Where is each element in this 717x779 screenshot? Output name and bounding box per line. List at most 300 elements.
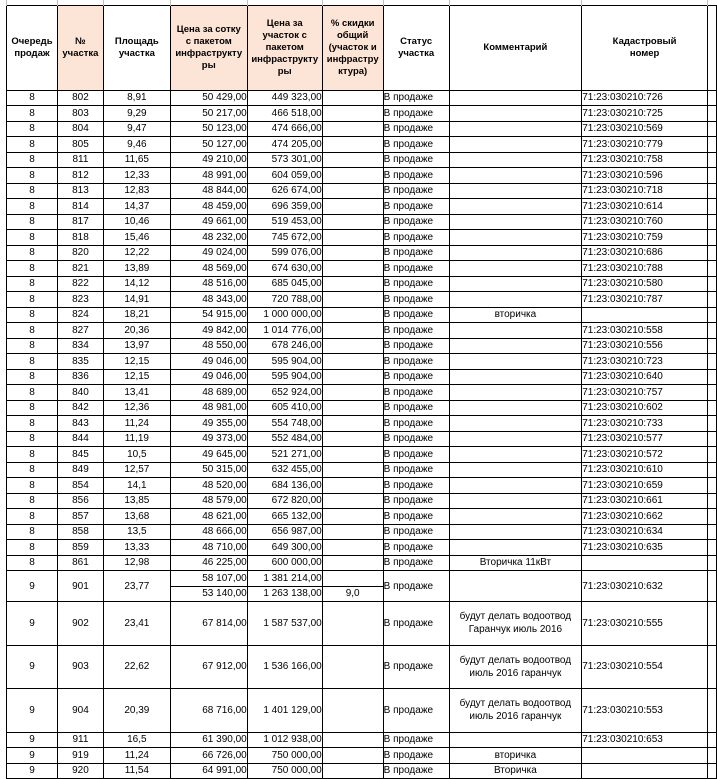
- cell-plot-number[interactable]: 842: [57, 400, 103, 416]
- cell-status[interactable]: В продаже: [383, 106, 449, 122]
- cell-plot-number[interactable]: 849: [57, 462, 103, 478]
- cell-area[interactable]: 18,21: [103, 307, 170, 323]
- cell-queue[interactable]: 8: [7, 354, 58, 370]
- cell-discount[interactable]: [322, 307, 383, 323]
- cell-price-per-sotka[interactable]: 68 716,00: [170, 689, 247, 733]
- cell-cadastral[interactable]: 71:23:030210:787: [582, 292, 708, 308]
- cell-discount[interactable]: [322, 571, 383, 587]
- cell-plot-number[interactable]: 824: [57, 307, 103, 323]
- cell-cadastral[interactable]: 71:23:030210:634: [582, 524, 708, 540]
- cell-status[interactable]: В продаже: [383, 571, 449, 602]
- cell-comment[interactable]: [449, 106, 582, 122]
- cell-discount[interactable]: [322, 462, 383, 478]
- cell-discount[interactable]: [322, 90, 383, 106]
- cell-comment[interactable]: [449, 478, 582, 494]
- cell-cadastral[interactable]: 71:23:030210:726: [582, 90, 708, 106]
- cell-price-per-sotka[interactable]: 48 844,00: [170, 183, 247, 199]
- cell-status[interactable]: В продаже: [383, 323, 449, 339]
- cell-cadastral[interactable]: 71:23:030210:554: [582, 645, 708, 689]
- cell-comment[interactable]: будут делать водоотвод июль 2016 гаранчук: [449, 645, 582, 689]
- cell-queue[interactable]: 8: [7, 307, 58, 323]
- cell-price-per-sotka[interactable]: 49 661,00: [170, 214, 247, 230]
- cell-queue[interactable]: 8: [7, 152, 58, 168]
- cell-discount[interactable]: [322, 354, 383, 370]
- cell-plot-number[interactable]: 843: [57, 416, 103, 432]
- cell-comment[interactable]: [449, 183, 582, 199]
- cell-price-per-sotka[interactable]: 48 232,00: [170, 230, 247, 246]
- cell-plot-number[interactable]: 820: [57, 245, 103, 261]
- cell-comment[interactable]: будут делать водоотвод Гаранчук июль 2016: [449, 602, 582, 646]
- cell-plot-number[interactable]: 854: [57, 478, 103, 494]
- cell-comment[interactable]: [449, 462, 582, 478]
- cell-price-per-sotka[interactable]: 67 912,00: [170, 645, 247, 689]
- cell-status[interactable]: В продаже: [383, 431, 449, 447]
- cell-area[interactable]: 11,24: [103, 748, 170, 764]
- cell-plot-number[interactable]: 834: [57, 338, 103, 354]
- cell-plot-number[interactable]: 919: [57, 748, 103, 764]
- cell-price-per-plot[interactable]: 720 788,00: [247, 292, 322, 308]
- cell-discount[interactable]: [322, 261, 383, 277]
- cell-comment[interactable]: [449, 230, 582, 246]
- cell-queue[interactable]: 8: [7, 199, 58, 215]
- cell-price-per-plot[interactable]: 605 410,00: [247, 400, 322, 416]
- cell-cadastral[interactable]: 71:23:030210:569: [582, 121, 708, 137]
- cell-status[interactable]: В продаже: [383, 732, 449, 748]
- cell-queue[interactable]: 9: [7, 732, 58, 748]
- cell-cadastral[interactable]: 71:23:030210:662: [582, 509, 708, 525]
- cell-price-per-plot[interactable]: 750 000,00: [247, 748, 322, 764]
- cell-discount[interactable]: [322, 369, 383, 385]
- cell-price-per-sotka[interactable]: 48 981,00: [170, 400, 247, 416]
- cell-discount[interactable]: [322, 245, 383, 261]
- cell-cadastral[interactable]: 71:23:030210:635: [582, 540, 708, 556]
- cell-comment[interactable]: [449, 416, 582, 432]
- cell-queue[interactable]: 8: [7, 540, 58, 556]
- cell-cadastral[interactable]: 71:23:030210:614: [582, 199, 708, 215]
- cell-area[interactable]: 11,24: [103, 416, 170, 432]
- cell-price-per-plot[interactable]: 599 076,00: [247, 245, 322, 261]
- cell-area[interactable]: 9,29: [103, 106, 170, 122]
- header-queue[interactable]: [7, 5, 58, 90]
- cell-status[interactable]: В продаже: [383, 354, 449, 370]
- cell-price-per-sotka[interactable]: 64 991,00: [170, 763, 247, 779]
- cell-status[interactable]: В продаже: [383, 292, 449, 308]
- header-area[interactable]: [103, 5, 170, 90]
- cell-queue[interactable]: 8: [7, 462, 58, 478]
- cell-comment[interactable]: [449, 493, 582, 509]
- cell-price-per-sotka[interactable]: 48 991,00: [170, 168, 247, 184]
- cell-queue[interactable]: 8: [7, 292, 58, 308]
- cell-queue[interactable]: 8: [7, 261, 58, 277]
- cell-comment[interactable]: [449, 524, 582, 540]
- header-plot[interactable]: [57, 5, 103, 90]
- cell-price-per-plot[interactable]: 519 453,00: [247, 214, 322, 230]
- cell-status[interactable]: В продаже: [383, 400, 449, 416]
- cell-status[interactable]: В продаже: [383, 137, 449, 153]
- cell-comment[interactable]: [449, 338, 582, 354]
- cell-cadastral[interactable]: 71:23:030210:779: [582, 137, 708, 153]
- cell-area[interactable]: 14,37: [103, 199, 170, 215]
- cell-queue[interactable]: 8: [7, 385, 58, 401]
- cell-area[interactable]: 12,98: [103, 555, 170, 571]
- cell-discount[interactable]: [322, 540, 383, 556]
- cell-cadastral[interactable]: 71:23:030210:558: [582, 323, 708, 339]
- cell-queue[interactable]: 8: [7, 90, 58, 106]
- cell-status[interactable]: В продаже: [383, 369, 449, 385]
- cell-cadastral[interactable]: 71:23:030210:556: [582, 338, 708, 354]
- cell-cadastral[interactable]: [582, 763, 708, 779]
- cell-price-per-sotka[interactable]: 49 210,00: [170, 152, 247, 168]
- cell-price-per-sotka[interactable]: 54 915,00: [170, 307, 247, 323]
- cell-comment[interactable]: Вторичка 11кВт: [449, 555, 582, 571]
- cell-cadastral[interactable]: 71:23:030210:659: [582, 478, 708, 494]
- cell-price-per-plot[interactable]: 474 666,00: [247, 121, 322, 137]
- cell-status[interactable]: В продаже: [383, 493, 449, 509]
- cell-price-per-plot[interactable]: 1 263 138,00: [247, 586, 322, 602]
- cell-comment[interactable]: [449, 152, 582, 168]
- cell-discount[interactable]: [322, 645, 383, 689]
- cell-price-per-plot[interactable]: 665 132,00: [247, 509, 322, 525]
- cell-status[interactable]: В продаже: [383, 121, 449, 137]
- cell-status[interactable]: В продаже: [383, 447, 449, 463]
- cell-area[interactable]: 20,39: [103, 689, 170, 733]
- header-discount[interactable]: [322, 5, 383, 90]
- cell-plot-number[interactable]: 813: [57, 183, 103, 199]
- cell-queue[interactable]: 9: [7, 763, 58, 779]
- cell-price-per-plot[interactable]: 552 484,00: [247, 431, 322, 447]
- cell-price-per-plot[interactable]: 449 323,00: [247, 90, 322, 106]
- cell-area[interactable]: 12,22: [103, 245, 170, 261]
- cell-discount[interactable]: [322, 493, 383, 509]
- cell-plot-number[interactable]: 901: [57, 571, 103, 602]
- cell-plot-number[interactable]: 823: [57, 292, 103, 308]
- cell-area[interactable]: 13,5: [103, 524, 170, 540]
- cell-price-per-plot[interactable]: 600 000,00: [247, 555, 322, 571]
- cell-plot-number[interactable]: 835: [57, 354, 103, 370]
- cell-comment[interactable]: [449, 571, 582, 602]
- cell-cadastral[interactable]: 71:23:030210:718: [582, 183, 708, 199]
- cell-area[interactable]: 8,91: [103, 90, 170, 106]
- cell-cadastral[interactable]: 71:23:030210:733: [582, 416, 708, 432]
- cell-queue[interactable]: 8: [7, 478, 58, 494]
- cell-price-per-plot[interactable]: 678 246,00: [247, 338, 322, 354]
- cell-price-per-plot[interactable]: 632 455,00: [247, 462, 322, 478]
- cell-discount[interactable]: 9,0: [322, 586, 383, 602]
- cell-plot-number[interactable]: 920: [57, 763, 103, 779]
- cell-cadastral[interactable]: 71:23:030210:723: [582, 354, 708, 370]
- cell-price-per-plot[interactable]: 474 205,00: [247, 137, 322, 153]
- cell-discount[interactable]: [322, 276, 383, 292]
- cell-plot-number[interactable]: 902: [57, 602, 103, 646]
- cell-plot-number[interactable]: 840: [57, 385, 103, 401]
- cell-price-per-plot[interactable]: 1 536 166,00: [247, 645, 322, 689]
- cell-area[interactable]: 12,15: [103, 369, 170, 385]
- cell-status[interactable]: В продаже: [383, 261, 449, 277]
- cell-price-per-plot[interactable]: 604 059,00: [247, 168, 322, 184]
- cell-discount[interactable]: [322, 137, 383, 153]
- cell-area[interactable]: 13,41: [103, 385, 170, 401]
- cell-status[interactable]: В продаже: [383, 168, 449, 184]
- cell-area[interactable]: 12,15: [103, 354, 170, 370]
- cell-plot-number[interactable]: 845: [57, 447, 103, 463]
- cell-status[interactable]: В продаже: [383, 230, 449, 246]
- cell-status[interactable]: В продаже: [383, 245, 449, 261]
- cell-cadastral[interactable]: 71:23:030210:758: [582, 152, 708, 168]
- cell-discount[interactable]: [322, 214, 383, 230]
- cell-price-per-sotka[interactable]: 48 520,00: [170, 478, 247, 494]
- cell-area[interactable]: 11,65: [103, 152, 170, 168]
- cell-discount[interactable]: [322, 168, 383, 184]
- cell-status[interactable]: В продаже: [383, 338, 449, 354]
- cell-price-per-plot[interactable]: 626 674,00: [247, 183, 322, 199]
- cell-comment[interactable]: [449, 431, 582, 447]
- cell-discount[interactable]: [322, 689, 383, 733]
- cell-plot-number[interactable]: 821: [57, 261, 103, 277]
- cell-price-per-plot[interactable]: 745 672,00: [247, 230, 322, 246]
- cell-comment[interactable]: [449, 400, 582, 416]
- cell-status[interactable]: В продаже: [383, 307, 449, 323]
- cell-plot-number[interactable]: 818: [57, 230, 103, 246]
- cell-price-per-plot[interactable]: 521 271,00: [247, 447, 322, 463]
- cell-discount[interactable]: [322, 748, 383, 764]
- cell-price-per-sotka[interactable]: 61 390,00: [170, 732, 247, 748]
- cell-discount[interactable]: [322, 416, 383, 432]
- cell-price-per-sotka[interactable]: 49 645,00: [170, 447, 247, 463]
- cell-queue[interactable]: 8: [7, 369, 58, 385]
- cell-price-per-sotka[interactable]: 49 355,00: [170, 416, 247, 432]
- cell-queue[interactable]: 8: [7, 183, 58, 199]
- cell-cadastral[interactable]: 71:23:030210:760: [582, 214, 708, 230]
- cell-price-per-sotka[interactable]: 50 315,00: [170, 462, 247, 478]
- cell-discount[interactable]: [322, 230, 383, 246]
- cell-status[interactable]: В продаже: [383, 152, 449, 168]
- cell-area[interactable]: 12,83: [103, 183, 170, 199]
- cell-plot-number[interactable]: 802: [57, 90, 103, 106]
- cell-price-per-sotka[interactable]: 58 107,00: [170, 571, 247, 587]
- cell-comment[interactable]: [449, 261, 582, 277]
- cell-discount[interactable]: [322, 292, 383, 308]
- cell-area[interactable]: 11,19: [103, 431, 170, 447]
- cell-status[interactable]: В продаже: [383, 478, 449, 494]
- cell-comment[interactable]: Вторичка: [449, 763, 582, 779]
- cell-area[interactable]: 15,46: [103, 230, 170, 246]
- cell-queue[interactable]: 9: [7, 571, 58, 602]
- cell-area[interactable]: 13,68: [103, 509, 170, 525]
- cell-cadastral[interactable]: [582, 748, 708, 764]
- cell-queue[interactable]: 8: [7, 276, 58, 292]
- cell-cadastral[interactable]: 71:23:030210:572: [582, 447, 708, 463]
- header-comment[interactable]: [449, 5, 582, 90]
- cell-cadastral[interactable]: 71:23:030210:757: [582, 385, 708, 401]
- cell-comment[interactable]: [449, 137, 582, 153]
- cell-comment[interactable]: [449, 540, 582, 556]
- cell-area[interactable]: 16,5: [103, 732, 170, 748]
- cell-queue[interactable]: 8: [7, 431, 58, 447]
- cell-price-per-sotka[interactable]: 48 579,00: [170, 493, 247, 509]
- cell-area[interactable]: 13,97: [103, 338, 170, 354]
- cell-status[interactable]: В продаже: [383, 462, 449, 478]
- cell-discount[interactable]: [322, 602, 383, 646]
- cell-plot-number[interactable]: 856: [57, 493, 103, 509]
- cell-cadastral[interactable]: 71:23:030210:602: [582, 400, 708, 416]
- cell-comment[interactable]: [449, 323, 582, 339]
- cell-status[interactable]: В продаже: [383, 689, 449, 733]
- cell-price-per-sotka[interactable]: 48 550,00: [170, 338, 247, 354]
- cell-price-per-plot[interactable]: 652 924,00: [247, 385, 322, 401]
- cell-price-per-sotka[interactable]: 66 726,00: [170, 748, 247, 764]
- cell-queue[interactable]: 8: [7, 447, 58, 463]
- cell-queue[interactable]: 8: [7, 555, 58, 571]
- cell-status[interactable]: В продаже: [383, 540, 449, 556]
- cell-price-per-sotka[interactable]: 49 024,00: [170, 245, 247, 261]
- cell-discount[interactable]: [322, 431, 383, 447]
- cell-price-per-sotka[interactable]: 48 343,00: [170, 292, 247, 308]
- cell-queue[interactable]: 9: [7, 602, 58, 646]
- cell-price-per-plot[interactable]: 1 587 537,00: [247, 602, 322, 646]
- cell-comment[interactable]: [449, 121, 582, 137]
- cell-price-per-plot[interactable]: 1 401 129,00: [247, 689, 322, 733]
- cell-status[interactable]: В продаже: [383, 214, 449, 230]
- cell-area[interactable]: 11,54: [103, 763, 170, 779]
- cell-comment[interactable]: [449, 214, 582, 230]
- cell-price-per-plot[interactable]: 684 136,00: [247, 478, 322, 494]
- cell-plot-number[interactable]: 861: [57, 555, 103, 571]
- cell-cadastral[interactable]: [582, 307, 708, 323]
- cell-status[interactable]: В продаже: [383, 645, 449, 689]
- cell-queue[interactable]: 8: [7, 121, 58, 137]
- cell-queue[interactable]: 8: [7, 493, 58, 509]
- cell-price-per-plot[interactable]: 1 012 938,00: [247, 732, 322, 748]
- cell-price-per-plot[interactable]: 1 000 000,00: [247, 307, 322, 323]
- cell-plot-number[interactable]: 805: [57, 137, 103, 153]
- cell-price-per-plot[interactable]: 656 987,00: [247, 524, 322, 540]
- cell-plot-number[interactable]: 822: [57, 276, 103, 292]
- cell-price-per-plot[interactable]: 554 748,00: [247, 416, 322, 432]
- cell-price-per-sotka[interactable]: 46 225,00: [170, 555, 247, 571]
- cell-plot-number[interactable]: 811: [57, 152, 103, 168]
- cell-queue[interactable]: 9: [7, 748, 58, 764]
- cell-area[interactable]: 13,89: [103, 261, 170, 277]
- cell-plot-number[interactable]: 857: [57, 509, 103, 525]
- header-status[interactable]: [383, 5, 449, 90]
- cell-queue[interactable]: 8: [7, 416, 58, 432]
- cell-price-per-sotka[interactable]: 49 046,00: [170, 369, 247, 385]
- cell-queue[interactable]: 9: [7, 645, 58, 689]
- cell-comment[interactable]: вторичка: [449, 307, 582, 323]
- cell-discount[interactable]: [322, 183, 383, 199]
- cell-plot-number[interactable]: 803: [57, 106, 103, 122]
- cell-price-per-sotka[interactable]: 48 666,00: [170, 524, 247, 540]
- cell-queue[interactable]: 8: [7, 323, 58, 339]
- cell-comment[interactable]: [449, 168, 582, 184]
- cell-comment[interactable]: [449, 732, 582, 748]
- cell-comment[interactable]: [449, 385, 582, 401]
- cell-status[interactable]: В продаже: [383, 385, 449, 401]
- cell-plot-number[interactable]: 814: [57, 199, 103, 215]
- cell-price-per-plot[interactable]: 1 381 214,00: [247, 571, 322, 587]
- cell-status[interactable]: В продаже: [383, 90, 449, 106]
- cell-plot-number[interactable]: 804: [57, 121, 103, 137]
- cell-area[interactable]: 14,91: [103, 292, 170, 308]
- cell-discount[interactable]: [322, 509, 383, 525]
- cell-comment[interactable]: [449, 447, 582, 463]
- cell-area[interactable]: 12,57: [103, 462, 170, 478]
- cell-status[interactable]: В продаже: [383, 416, 449, 432]
- cell-queue[interactable]: 8: [7, 400, 58, 416]
- cell-price-per-sotka[interactable]: 49 842,00: [170, 323, 247, 339]
- cell-discount[interactable]: [322, 732, 383, 748]
- cell-discount[interactable]: [322, 106, 383, 122]
- cell-comment[interactable]: [449, 354, 582, 370]
- cell-queue[interactable]: 8: [7, 137, 58, 153]
- cell-queue[interactable]: 8: [7, 245, 58, 261]
- cell-price-per-sotka[interactable]: 50 123,00: [170, 121, 247, 137]
- cell-area[interactable]: 10,46: [103, 214, 170, 230]
- cell-price-per-plot[interactable]: 595 904,00: [247, 369, 322, 385]
- cell-cadastral[interactable]: 71:23:030210:725: [582, 106, 708, 122]
- cell-price-per-plot[interactable]: 750 000,00: [247, 763, 322, 779]
- cell-discount[interactable]: [322, 199, 383, 215]
- cell-cadastral[interactable]: 71:23:030210:759: [582, 230, 708, 246]
- cell-area[interactable]: 22,62: [103, 645, 170, 689]
- cell-status[interactable]: В продаже: [383, 763, 449, 779]
- cell-price-per-plot[interactable]: 1 014 776,00: [247, 323, 322, 339]
- cell-area[interactable]: 9,46: [103, 137, 170, 153]
- cell-price-per-sotka[interactable]: 48 621,00: [170, 509, 247, 525]
- cell-cadastral[interactable]: 71:23:030210:580: [582, 276, 708, 292]
- cell-comment[interactable]: [449, 369, 582, 385]
- cell-plot-number[interactable]: 844: [57, 431, 103, 447]
- cell-price-per-sotka[interactable]: 50 429,00: [170, 90, 247, 106]
- cell-discount[interactable]: [322, 121, 383, 137]
- cell-area[interactable]: 12,33: [103, 168, 170, 184]
- cell-queue[interactable]: 8: [7, 230, 58, 246]
- cell-status[interactable]: В продаже: [383, 555, 449, 571]
- cell-area[interactable]: 13,33: [103, 540, 170, 556]
- cell-comment[interactable]: [449, 276, 582, 292]
- cell-cadastral[interactable]: 71:23:030210:632: [582, 571, 708, 602]
- cell-discount[interactable]: [322, 323, 383, 339]
- cell-plot-number[interactable]: 812: [57, 168, 103, 184]
- cell-plot-number[interactable]: 904: [57, 689, 103, 733]
- cell-cadastral[interactable]: 71:23:030210:686: [582, 245, 708, 261]
- cell-comment[interactable]: будут делать водоотвод июль 2016 гаранчук: [449, 689, 582, 733]
- cell-queue[interactable]: 8: [7, 509, 58, 525]
- cell-status[interactable]: В продаже: [383, 602, 449, 646]
- cell-price-per-plot[interactable]: 466 518,00: [247, 106, 322, 122]
- cell-status[interactable]: В продаже: [383, 524, 449, 540]
- cell-price-per-sotka[interactable]: 48 689,00: [170, 385, 247, 401]
- cell-area[interactable]: 14,1: [103, 478, 170, 494]
- cell-discount[interactable]: [322, 385, 383, 401]
- cell-area[interactable]: 23,77: [103, 571, 170, 602]
- header-cadastral[interactable]: [582, 5, 708, 90]
- cell-cadastral[interactable]: 71:23:030210:553: [582, 689, 708, 733]
- cell-price-per-sotka[interactable]: 48 516,00: [170, 276, 247, 292]
- cell-discount[interactable]: [322, 763, 383, 779]
- cell-discount[interactable]: [322, 555, 383, 571]
- cell-area[interactable]: 9,47: [103, 121, 170, 137]
- cell-area[interactable]: 12,36: [103, 400, 170, 416]
- cell-status[interactable]: В продаже: [383, 183, 449, 199]
- cell-comment[interactable]: [449, 509, 582, 525]
- cell-queue[interactable]: 8: [7, 106, 58, 122]
- cell-plot-number[interactable]: 903: [57, 645, 103, 689]
- cell-queue[interactable]: 8: [7, 338, 58, 354]
- cell-comment[interactable]: [449, 292, 582, 308]
- cell-plot-number[interactable]: 836: [57, 369, 103, 385]
- cell-price-per-sotka[interactable]: 49 373,00: [170, 431, 247, 447]
